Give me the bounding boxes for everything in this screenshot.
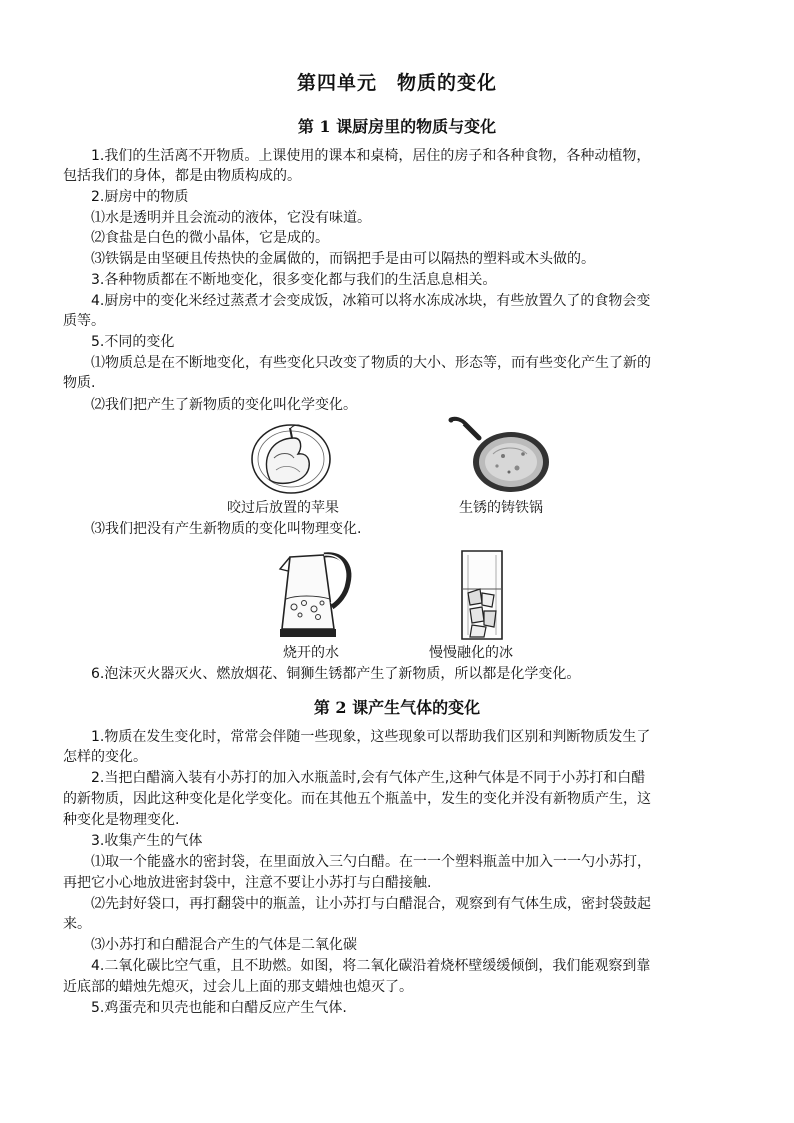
lesson1-p2-item1: ⑴水是透明并且会流动的液体，它没有味道。 xyxy=(91,210,371,226)
lesson1-p3: 3.各种物质都在不断地变化，很多变化都与我们的生活息息相关。 xyxy=(91,272,497,288)
bitten-apple-image xyxy=(250,418,332,496)
rusty-iron-pan-image xyxy=(445,416,555,496)
lesson1-p2-item2: ⑵食盐是白色的微小晶体，它是成的。 xyxy=(91,230,329,246)
kettle-caption: 烧开的水 xyxy=(283,645,339,661)
lesson1-p1-line1: 1.我们的生活离不开物质。上课使用的课本和桌椅，居住的房子和各种食物，各种动植物， xyxy=(91,148,651,164)
lesson1-p4-line1: 4.厨房中的变化米经过蒸煮才会变成饭，冰箱可以将水冻成冰块，有些放置久了的食物会变 xyxy=(91,293,651,309)
lesson1-p5-item2: ⑵我们把产生了新物质的变化叫化学变化。 xyxy=(91,397,357,413)
lesson2-p3-item2-line2: 来。 xyxy=(63,916,91,932)
lesson1-p5-item3: ⑶我们把没有产生新物质的变化叫物理变化. xyxy=(91,521,362,537)
lesson1-p2-item3: ⑶铁锅是由坚硬且传热快的金属做的，而锅把手是由可以隔热的塑料或木头做的。 xyxy=(91,251,595,267)
lesson1-p5-item1-line2: 物质. xyxy=(63,375,96,391)
lesson2-p5: 5.鸡蛋壳和贝壳也能和白醋反应产生气体. xyxy=(91,1000,347,1016)
lesson2-p2-line1: 2.当把白醋滴入装有小苏打的加入水瓶盖时,会有气体产生,这种气体是不同于小苏打和白醋 xyxy=(91,770,646,786)
pan-caption: 生锈的铸铁锅 xyxy=(459,500,543,516)
unit-title: 第四单元 物质的变化 xyxy=(296,72,497,94)
lesson2-title: 第 2 课产生气体的变化 xyxy=(313,698,481,717)
lesson2-p3-item3: ⑶小苏打和白醋混合产生的气体是二氧化碳 xyxy=(91,937,357,953)
lesson2-p3-item1-line2: 再把它小心地放进密封袋中，注意不要让小苏打与白醋接触. xyxy=(63,875,432,891)
melting-ice-glass-image xyxy=(460,549,504,641)
lesson1-p2-heading: 2.厨房中的物质 xyxy=(91,189,189,205)
lesson2-p3-item2-line1: ⑵先封好袋口，再打翻袋中的瓶盖，让小苏打与白醋混合，观察到有气体生成，密封袋鼓起 xyxy=(91,896,651,912)
lesson2-p3-heading: 3.收集产生的气体 xyxy=(91,833,203,849)
lesson2-p2-line3: 种变化是物理变化. xyxy=(63,812,180,828)
lesson1-p5-heading: 5.不同的变化 xyxy=(91,334,175,350)
lesson1-p4-line2: 质等。 xyxy=(63,313,105,329)
lesson1-p1-line2: 包括我们的身体，都是由物质构成的。 xyxy=(63,168,301,184)
lesson2-p4-line1: 4.二氧化碳比空气重，且不助燃。如图，将二氧化碳沿着烧杯壁缓缓倾倒，我们能观察到靠 xyxy=(91,958,651,974)
lesson1-title: 第 1 课厨房里的物质与变化 xyxy=(297,117,497,136)
apple-caption: 咬过后放置的苹果 xyxy=(227,500,339,516)
lesson1-p6: 6.泡沫灭火器灭火、燃放烟花、铜狮生锈都产生了新物质，所以都是化学变化。 xyxy=(91,666,581,682)
lesson2-p1-line1: 1.物质在发生变化时，常常会伴随一些现象，这些现象可以帮助我们区别和判断物质发生了 xyxy=(91,729,651,745)
lesson2-p4-line2: 近底部的蜡烛先熄灭，过会儿上面的那支蜡烛也熄灭了。 xyxy=(63,979,413,995)
lesson2-p3-item1-line1: ⑴取一个能盛水的密封袋，在里面放入三勺白醋。在一一个塑料瓶盖中加入一一勺小苏打， xyxy=(91,854,651,870)
lesson2-p1-line2: 怎样的变化。 xyxy=(63,749,147,765)
ice-caption: 慢慢融化的冰 xyxy=(429,645,513,661)
boiling-kettle-image xyxy=(276,545,354,641)
lesson2-p2-line2: 的新物质，因此这种变化是化学变化。而在其他五个瓶盖中，发生的变化并没有新物质产生，这 xyxy=(63,791,651,807)
lesson1-p5-item1-line1: ⑴物质总是在不断地变化，有些变化只改变了物质的大小、形态等，而有些变化产生了新的 xyxy=(91,355,651,371)
